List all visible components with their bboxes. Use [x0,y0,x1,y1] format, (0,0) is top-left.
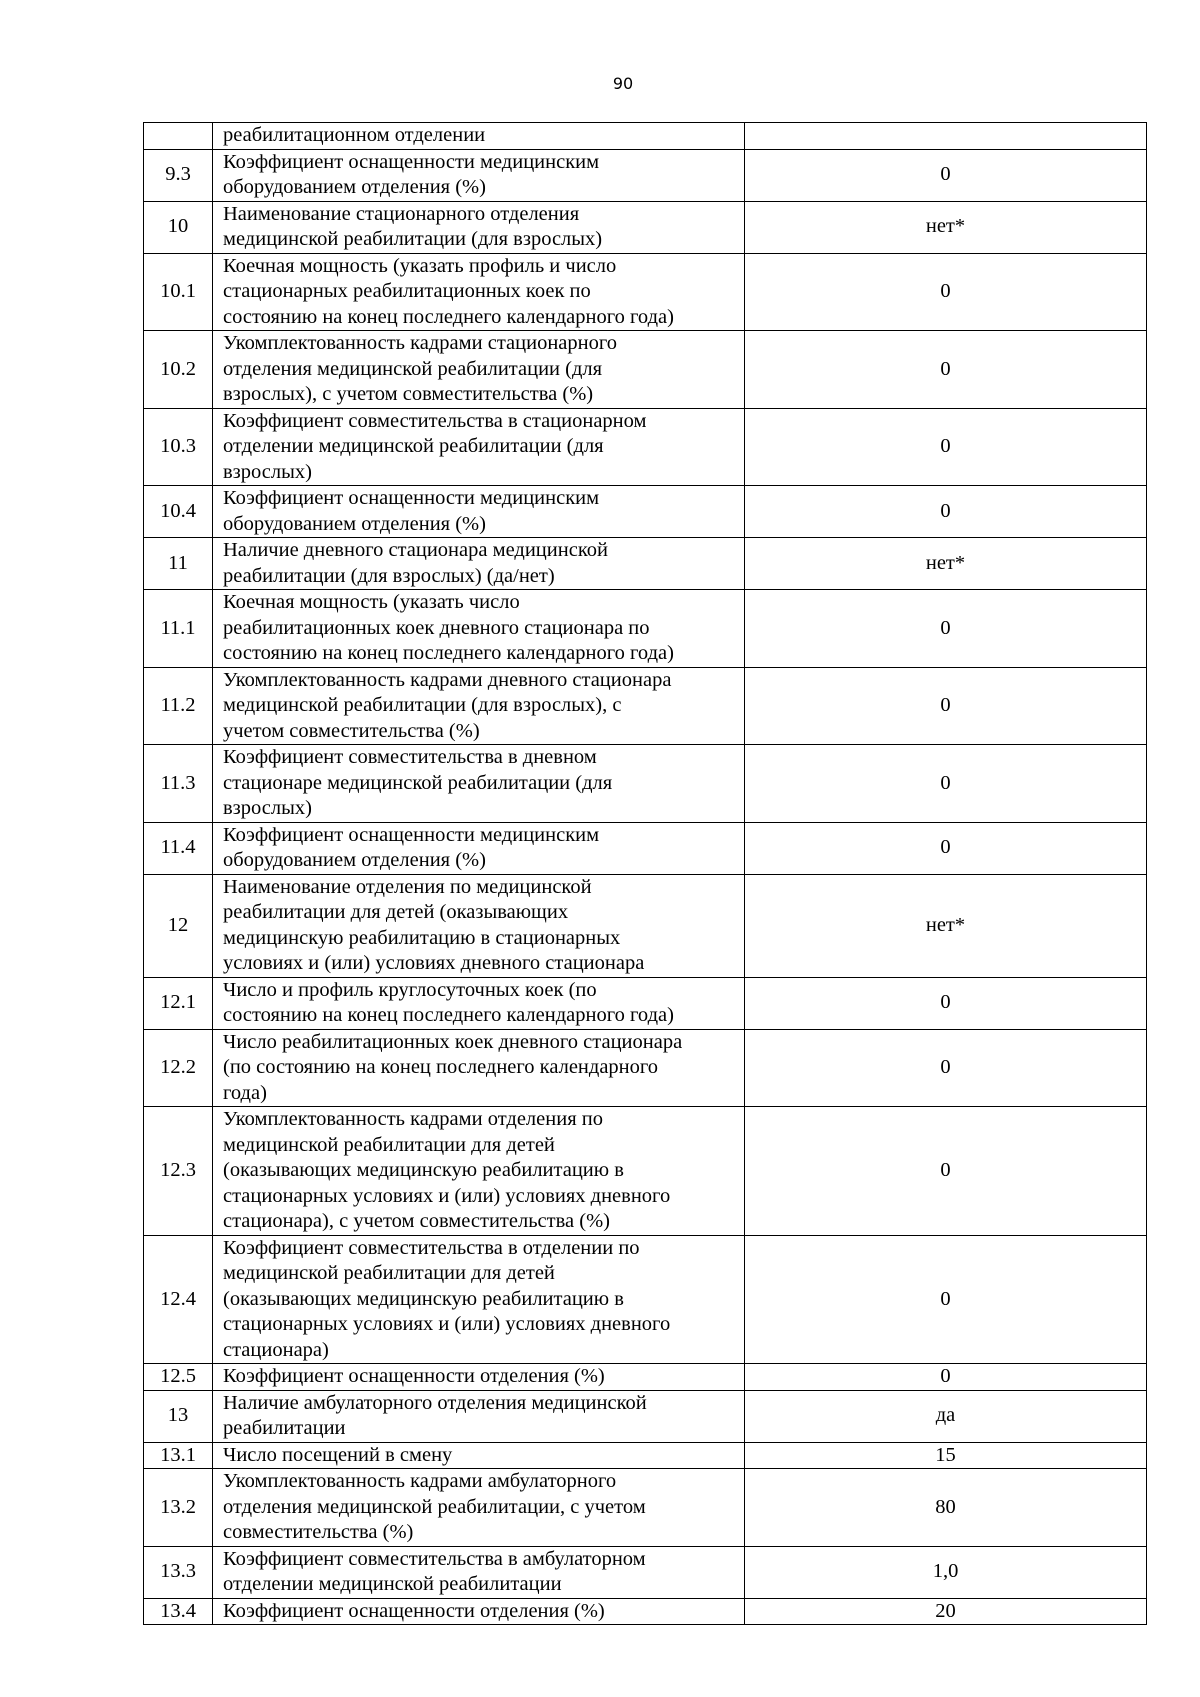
row-value: 0 [745,1029,1147,1107]
table-row [144,590,1147,668]
table-row [144,1546,1147,1598]
row-value: 20 [745,1598,1147,1625]
row-description-cell [213,874,745,977]
row-description: Наличие дневного стационара медицинской реабилитации (для взрослых) (да/нет) [223,539,608,587]
row-description: Наличие амбулаторного отделения медицинской реабилитации [223,1391,647,1439]
row-description-cell [213,667,745,745]
row-value: 0 [745,331,1147,409]
row-description: реабилитационном отделении [223,124,486,146]
row-description-cell [213,822,745,874]
table-row [144,486,1147,538]
table-row [144,408,1147,486]
page-number: 90 [612,74,634,93]
row-description: Коэффициент оснащенности отделения (%) [223,1599,605,1622]
row-value: 0 [745,745,1147,823]
row-description: Укомплектованность кадрами дневного стационара медицинской реабилитации (для взрослых), с учетом совместительства (%) [223,668,672,742]
table-row [144,1364,1147,1391]
row-number: 10 [144,201,213,253]
row-description-cell [213,331,745,409]
row-number: 12.4 [144,1235,213,1364]
row-number: 12.5 [144,1364,213,1391]
row-description: Коэффициент совместительства в отделении по медицинской реабилитации для детей (оказывающих медицинскую реабилитацию в стационарных условиях и (или) условиях дневного стационара) [223,1236,671,1361]
table-row [144,745,1147,823]
row-description-cell [213,1390,745,1442]
row-number: 13.4 [144,1598,213,1625]
row-description-cell [213,745,745,823]
row-value: нет* [745,538,1147,590]
row-number: 11.2 [144,667,213,745]
row-description: Укомплектованность кадрами отделения по медицинской реабилитации для детей (оказывающих медицинскую реабилитацию в стационарных условиях и (или) условиях дневного стационара), с учетом совместительства (%) [223,1108,671,1232]
row-description: Число посещений в смену [223,1443,453,1466]
row-value: 0 [745,667,1147,745]
table-row [144,1469,1147,1547]
row-description: Укомплектованность кадрами стационарного отделения медицинской реабилитации (для взрослых), с учетом совместительства (%) [223,332,618,405]
row-description: Коэффициент оснащенности медицинским оборудованием отделения (%) [223,150,600,198]
table-row [144,1598,1147,1625]
row-description: Коэффициент оснащенности медицинским оборудованием отделения (%) [223,487,600,535]
table-row [144,149,1147,201]
row-number: 11 [144,538,213,590]
row-value: 0 [745,253,1147,331]
row-description: Наименование стационарного отделения медицинской реабилитации (для взрослых) [223,202,603,250]
row-description: Коечная мощность (указать профиль и число стационарных реабилитационных коек по состоянию на конец последнего календарного года) [223,254,674,328]
row-number: 10.2 [144,331,213,409]
row-value: 0 [745,1235,1147,1364]
table-row [144,1029,1147,1107]
row-number: 13.2 [144,1469,213,1547]
row-value: 0 [745,1107,1147,1236]
row-number: 10.1 [144,253,213,331]
row-description-cell [213,977,745,1029]
row-description: Наименование отделения по медицинской реабилитации для детей (оказывающих медицинскую реабилитацию в стационарных условиях и (или) условиях дневного стационара [223,875,645,974]
table-row [144,123,1147,150]
row-number: 12.1 [144,977,213,1029]
row-description-cell [213,408,745,486]
table-row [144,1107,1147,1236]
table-body [144,123,1147,1625]
table-row [144,253,1147,331]
row-value: 0 [745,590,1147,668]
row-description-cell [213,1235,745,1364]
row-description-cell [213,1469,745,1547]
row-number: 12.2 [144,1029,213,1107]
row-description-cell [213,1364,745,1391]
row-number: 13 [144,1390,213,1442]
row-number: 13.3 [144,1546,213,1598]
row-number: 10.3 [144,408,213,486]
row-description-cell [213,1107,745,1236]
row-description: Коэффициент совместительства в дневном стационаре медицинской реабилитации (для взрослых) [223,746,613,819]
row-description-cell [213,1029,745,1107]
row-value: 0 [745,977,1147,1029]
row-description-cell [213,1442,745,1469]
row-value: 0 [745,486,1147,538]
table-row [144,1390,1147,1442]
row-description-cell [213,149,745,201]
row-number: 12 [144,874,213,977]
table-row [144,822,1147,874]
row-value: 0 [745,822,1147,874]
row-description-cell [213,486,745,538]
row-value: 80 [745,1469,1147,1547]
row-description-cell [213,201,745,253]
row-description: Укомплектованность кадрами амбулаторного отделения медицинской реабилитации, с учетом совместительства (%) [223,1470,646,1543]
row-number: 13.1 [144,1442,213,1469]
row-value: да [745,1390,1147,1442]
row-value [745,123,1147,150]
row-value: нет* [745,874,1147,977]
row-number: 12.3 [144,1107,213,1236]
table-row [144,538,1147,590]
row-description-cell [213,590,745,668]
row-value: 0 [745,408,1147,486]
row-value: 0 [745,149,1147,201]
indicators-table [143,122,1147,1625]
row-value: 0 [745,1364,1147,1391]
row-description: Число и профиль круглосуточных коек (по состоянию на конец последнего календарного года) [223,978,674,1026]
row-description-cell [213,1546,745,1598]
row-description-cell [213,123,745,150]
row-description: Коэффициент совместительства в стационарном отделении медицинской реабилитации (для взрослых) [223,409,647,483]
row-description-cell [213,1598,745,1625]
row-number: 11.3 [144,745,213,823]
row-number: 9.3 [144,149,213,201]
row-description-cell [213,538,745,590]
row-description: Коэффициент совместительства в амбулаторном отделении медицинской реабилитации [223,1547,646,1595]
table-row [144,1442,1147,1469]
table-row [144,1235,1147,1364]
row-description: Коэффициент оснащенности отделения (%) [223,1365,605,1387]
row-number: 11.1 [144,590,213,668]
table-row [144,667,1147,745]
row-description: Число реабилитационных коек дневного стационара (по состоянию на конец последнего календарного года) [223,1030,683,1104]
table-row [144,331,1147,409]
row-number: 11.4 [144,822,213,874]
table-row [144,201,1147,253]
row-value: нет* [745,201,1147,253]
row-number: 10.4 [144,486,213,538]
row-description-cell [213,253,745,331]
table-row [144,977,1147,1029]
row-number [144,123,213,150]
row-description: Коечная мощность (указать число реабилитационных коек дневного стационара по состоянию на конец последнего календарного года) [223,591,674,664]
row-value: 1,0 [745,1546,1147,1598]
row-value: 15 [745,1442,1147,1469]
table-row [144,874,1147,977]
row-description: Коэффициент оснащенности медицинским оборудованием отделения (%) [223,823,600,871]
